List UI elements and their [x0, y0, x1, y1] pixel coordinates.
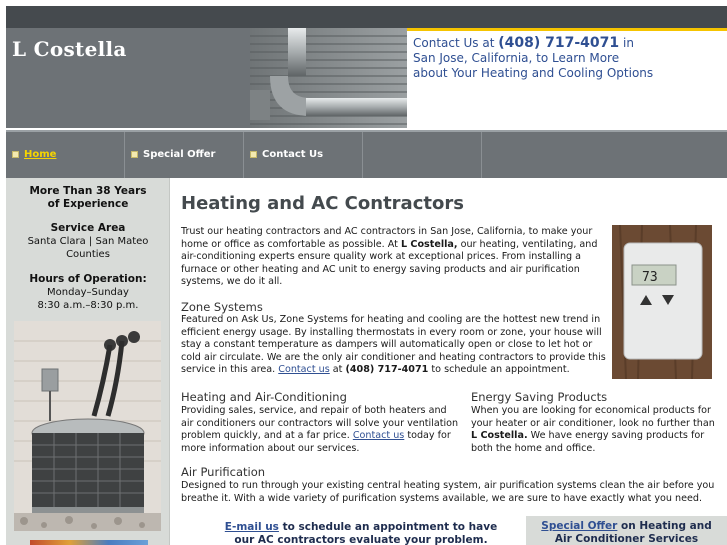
zone-text-3: to schedule an appointment. — [428, 364, 570, 375]
intro-text-2: our heating, ventilating, and air-conditioning experts ensure quality work at exceptional prices. From installing a furnace or other heating and AC unit to energy saving products and air purification systems, we do it all. — [181, 238, 598, 287]
site-name[interactable]: L Costella — [12, 37, 127, 61]
top-dark-strip — [6, 6, 727, 28]
hours-time: 8:30 a.m.–8:30 p.m. — [37, 300, 139, 311]
nav-item-home[interactable] — [6, 132, 125, 178]
zone-systems-heading: Zone Systems — [181, 300, 263, 314]
energy-saving-heading: Energy Saving Products — [471, 390, 608, 404]
logo-area — [6, 28, 250, 128]
nav-label-home[interactable]: Home — [24, 149, 57, 160]
contact-prefix: Contact Us at — [413, 36, 495, 50]
special-offer-cta-line-2: Air Conditioner Services — [554, 533, 699, 545]
experience-line-1: More Than 38 Years — [29, 185, 147, 197]
zone-text-1: Featured on Ask Us, Zone Systems for heating and cooling are the hottest new trend in efficient energy usage. By installing thermostats in every room or zone, your house will stay a constant temperature as dampers will automatically open or close to let hot or cold air circulate. We are the only air conditioner and heating contractors to provide this service in this area. — [181, 314, 606, 375]
nav-spacer — [363, 132, 482, 178]
email-cta — [201, 521, 521, 545]
air-purification-heading: Air Purification — [181, 465, 266, 479]
nav-item-special-offer[interactable] — [125, 132, 244, 178]
email-cta-text-1: to schedule an appointment to have — [278, 521, 498, 533]
main-content — [181, 178, 727, 545]
experience-line-2: of Experience — [47, 198, 129, 210]
email-cta-line-2: our AC contractors evaluate your problem. — [234, 534, 488, 545]
heating-text-2: today for more information about our services. — [181, 430, 451, 454]
bullet-icon — [131, 151, 138, 158]
special-offer-link[interactable]: Special Offer — [541, 520, 618, 532]
page-title: Heating and AC Contractors — [181, 193, 464, 214]
special-offer-cta-text-1: on Heating and — [617, 520, 712, 532]
service-area-line-1: Santa Clara | San Mateo — [27, 236, 149, 247]
contact-banner — [407, 28, 727, 128]
special-offer-cta-line-1 — [526, 520, 727, 533]
nav-label-special-offer[interactable]: Special Offer — [143, 149, 216, 160]
hours-block — [6, 273, 170, 312]
service-area-block — [6, 222, 170, 261]
heating-ac-paragraph — [181, 405, 461, 455]
bullet-icon — [12, 151, 19, 158]
intro-company-name: L Costella, — [400, 238, 458, 250]
heating-ac-heading: Heating and Air-Conditioning — [181, 390, 347, 404]
contact-suffix: in — [622, 36, 634, 50]
zone-phone: (408) 717-4071 — [345, 364, 429, 375]
sidebar — [6, 178, 170, 545]
main-nav — [6, 130, 727, 178]
energy-text-2: We have energy saving products for both the home and office. — [471, 430, 705, 454]
email-cta-line-1 — [201, 521, 521, 534]
heating-text-1: Providing sales, service, and repair of both heaters and air conditioners our contractors will solve your ventilation problem quickly, and at a far price. — [181, 405, 459, 441]
header-phone: (408) 717-4071 — [498, 35, 620, 51]
hours-heading: Hours of Operation: — [29, 273, 147, 285]
site-header — [6, 28, 727, 130]
thermostat-reading: 73 — [642, 270, 658, 285]
contact-line-1 — [413, 35, 634, 51]
hours-days: Monday–Sunday — [47, 287, 129, 298]
zone-contact-link[interactable]: Contact us — [278, 364, 330, 375]
service-area-heading: Service Area — [50, 222, 126, 234]
special-offer-cta — [526, 516, 727, 545]
nav-label-contact-us[interactable]: Contact Us — [262, 149, 324, 160]
bottom-banner-thumbnail[interactable] — [30, 540, 148, 545]
intro-paragraph — [181, 226, 601, 289]
zone-systems-paragraph — [181, 314, 606, 377]
intro-text-1: Trust our heating contractors and AC contractors in San Jose, California, to make your home or office as comfortable as possible. At — [181, 226, 593, 250]
nav-item-contact-us[interactable] — [244, 132, 363, 178]
experience-block — [6, 185, 170, 211]
zone-text-2: at — [329, 364, 346, 375]
ac-unit-photo — [14, 321, 161, 531]
heating-contact-link[interactable]: Contact us — [352, 430, 405, 441]
contact-line-2: San Jose, California, to Learn More — [413, 51, 620, 65]
email-us-link[interactable]: E-mail us — [224, 521, 279, 533]
ductwork-photo — [250, 28, 407, 128]
energy-company-name: L Costella. — [471, 430, 528, 441]
service-area-line-2: Counties — [66, 249, 110, 260]
contact-line-3: about Your Heating and Cooling Options — [413, 66, 654, 80]
energy-saving-paragraph — [471, 405, 721, 455]
bullet-icon — [250, 151, 257, 158]
energy-text-1: When you are looking for economical products for your heater or air conditioner, look no further than — [471, 405, 715, 429]
air-purification-paragraph: Designed to run through your existing central heating system, air purification systems clean the air before you breathe it. With a wide variety of purification systems available, we are sure to have exactly what you need. — [181, 480, 715, 504]
thermostat-photo — [612, 225, 712, 379]
